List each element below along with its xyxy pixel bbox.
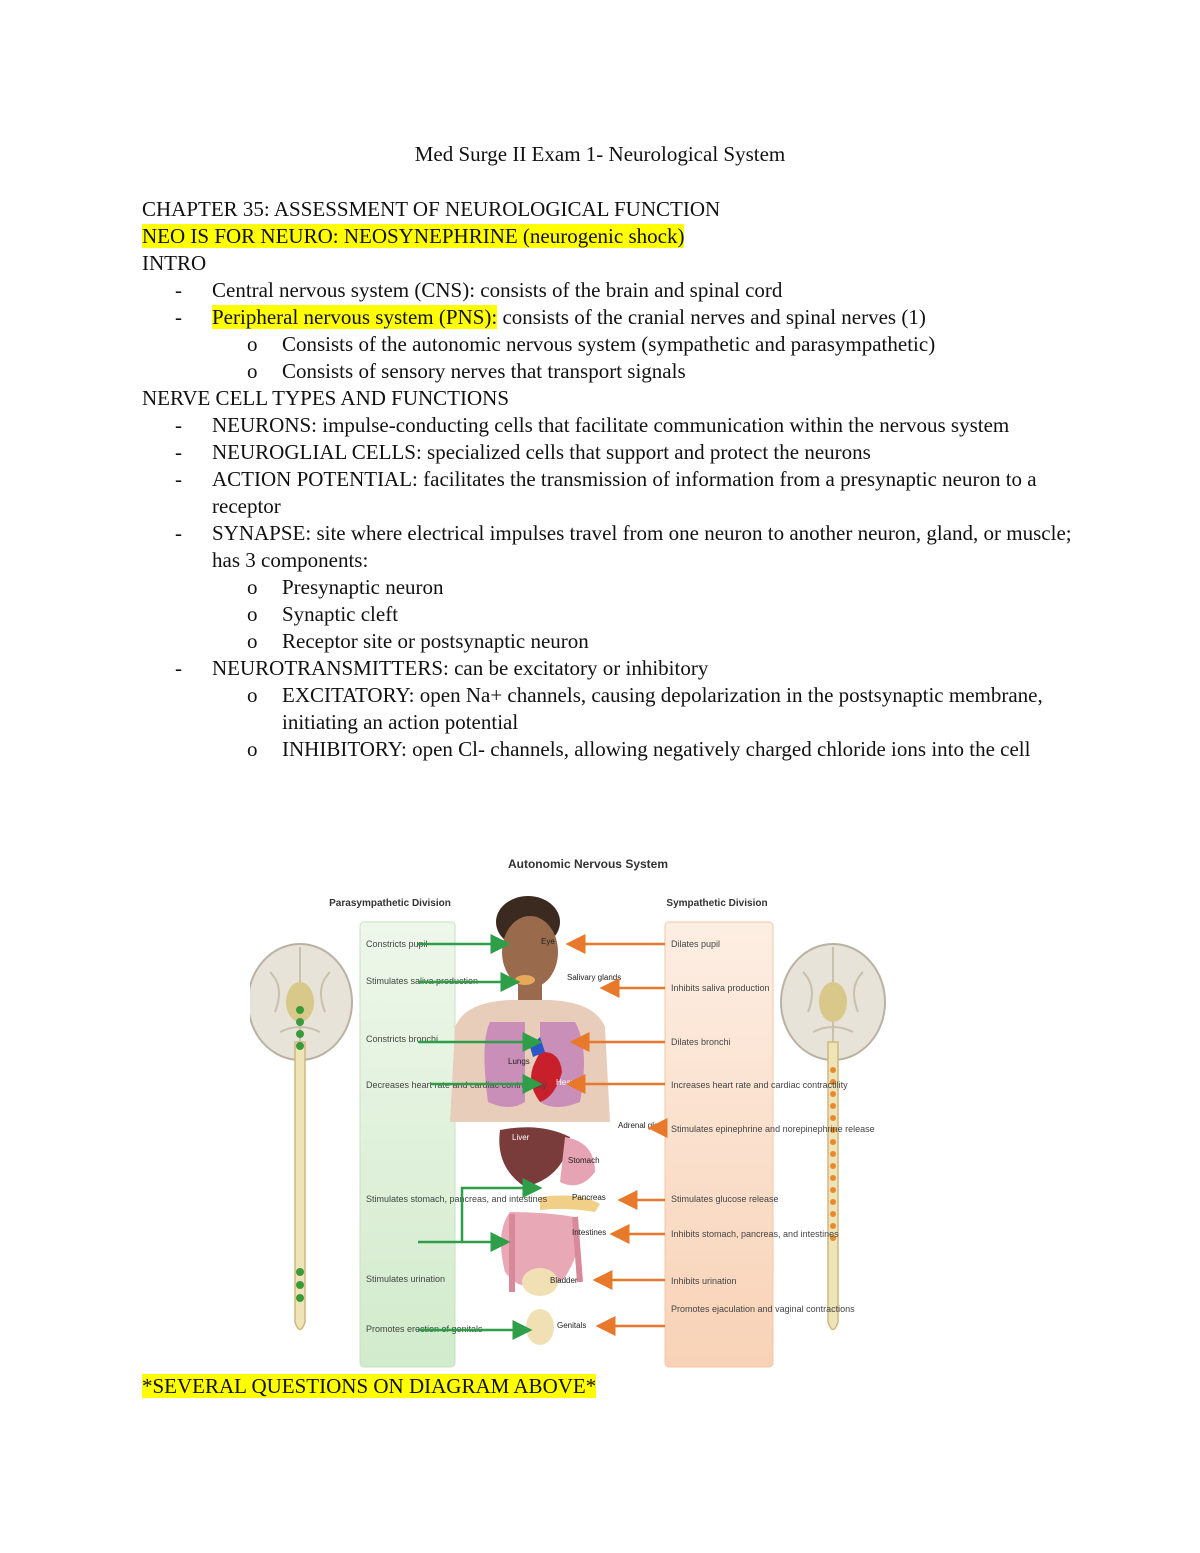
para-effect-genitals: Promotes erection of genitals	[366, 1324, 483, 1334]
item-text: SYNAPSE: site where electrical impulses travel from one neuron to another neuron, gland, or muscle; has 3 components:	[212, 521, 1072, 572]
symp-effect-genitals: Promotes ejaculation and vaginal contractions	[671, 1304, 855, 1314]
symp-effect-bronchi: Dilates bronchi	[671, 1037, 731, 1047]
organ-label-genitals: Genitals	[557, 1321, 587, 1330]
circle-bullet: o	[247, 332, 258, 356]
list-item-neurons	[142, 412, 1072, 439]
item-text: Receptor site or postsynaptic neuron	[282, 629, 589, 653]
diagram-note-highlight: *SEVERAL QUESTIONS ON DIAGRAM ABOVE*	[142, 1374, 597, 1398]
para-effect-heart: Decreases heart rate and cardiac contractility	[366, 1080, 547, 1090]
item-text: Presynaptic neuron	[282, 575, 444, 599]
pns-highlight: Peripheral nervous system (PNS):	[212, 305, 498, 329]
parasympathetic-panel	[360, 922, 455, 1367]
circle-bullet: o	[247, 737, 258, 761]
item-text: NEUROTRANSMITTERS: can be excitatory or inhibitory	[212, 656, 709, 680]
list-item-cns	[142, 277, 1072, 304]
item-text: NEURONS: impulse-conducting cells that facilitate communication within the nervous system	[212, 413, 1010, 437]
item-text: Consists of sensory nerves that transport signals	[282, 359, 686, 383]
dash-bullet: -	[175, 440, 182, 464]
item-text: consists of the cranial nerves and spinal nerves (1)	[497, 305, 926, 329]
brain-spinal-cord-left	[250, 944, 352, 1330]
dash-bullet: -	[175, 656, 182, 680]
organ-label-lungs: Lungs	[508, 1057, 530, 1066]
body-illustration	[450, 896, 610, 1345]
symp-effect-epinephrine: Stimulates epinephrine and norepinephrine release	[671, 1124, 875, 1134]
document-title: Med Surge II Exam 1- Neurological System	[414, 142, 786, 166]
organ-label-pancreas: Pancreas	[572, 1193, 606, 1202]
item-text: EXCITATORY: open Na+ channels, causing depolarization in the postsynaptic membrane, initiating an action potential	[282, 683, 1043, 734]
item-text: NEUROGLIAL CELLS: specialized cells that support and protect the neurons	[212, 440, 871, 464]
dash-bullet: -	[175, 278, 182, 302]
dash-bullet: -	[175, 521, 182, 545]
organ-label-salivary: Salivary glands	[567, 973, 622, 982]
symp-effect-pupil: Dilates pupil	[671, 939, 721, 949]
list-subitem	[142, 358, 1072, 385]
chapter-heading: CHAPTER 35: ASSESSMENT OF NEUROLOGICAL FUNCTION	[142, 197, 721, 221]
circle-bullet: o	[247, 683, 258, 707]
list-subitem	[142, 601, 1072, 628]
organ-label-stomach: Stomach	[568, 1156, 600, 1165]
list-subitem	[142, 574, 1072, 601]
parasympathetic-title: Parasympathetic Division	[329, 898, 451, 909]
para-effect-bronchi: Constricts bronchi	[366, 1034, 439, 1044]
circle-bullet: o	[247, 359, 258, 383]
document-body	[142, 196, 1072, 763]
dash-bullet: -	[175, 305, 182, 329]
organ-label-liver: Liver	[512, 1133, 530, 1142]
item-text: INHIBITORY: open Cl- channels, allowing negatively charged chloride ions into the cell	[282, 737, 1031, 761]
para-effect-digestion: Stimulates stomach, pancreas, and intestines	[366, 1194, 548, 1204]
circle-bullet: o	[247, 602, 258, 626]
list-item-neurotransmitters	[142, 655, 1072, 682]
dash-bullet: -	[175, 413, 182, 437]
mnemonic-line	[142, 223, 1072, 250]
list-item-neuroglial	[142, 439, 1072, 466]
circle-bullet: o	[247, 629, 258, 653]
figure-title: Autonomic Nervous System	[507, 857, 669, 871]
para-effect-saliva: Stimulates saliva production	[366, 976, 479, 986]
item-text: ACTION POTENTIAL: facilitates the transmission of information from a presynaptic neuron to a receptor	[212, 467, 1037, 518]
dash-bullet: -	[175, 467, 182, 491]
organ-label-intestines: Intestines	[572, 1228, 607, 1237]
symp-effect-heart: Increases heart rate and cardiac contractility	[671, 1080, 848, 1090]
organ-label-eye: Eye	[541, 937, 555, 946]
diagram-note	[142, 1374, 596, 1399]
para-effect-pupil: Constricts pupil	[366, 939, 428, 949]
symp-effect-urination: Inhibits urination	[671, 1276, 737, 1286]
para-effect-urination: Stimulates urination	[366, 1274, 446, 1284]
symp-effect-saliva: Inhibits saliva production	[671, 983, 770, 993]
list-subitem	[142, 682, 1072, 736]
circle-bullet: o	[247, 575, 258, 599]
item-text: Central nervous system (CNS): consists of the brain and spinal cord	[212, 278, 783, 302]
list-item-pns	[142, 304, 1072, 331]
list-subitem	[142, 331, 1072, 358]
organ-label-adrenal: Adrenal gland	[618, 1121, 668, 1130]
nerve-heading: NERVE CELL TYPES AND FUNCTIONS	[142, 386, 510, 410]
symp-effect-digestion: Inhibits stomach, pancreas, and intestines	[671, 1229, 839, 1239]
sympathetic-arrows	[568, 944, 668, 1326]
organ-label-bladder: Bladder	[550, 1276, 578, 1285]
list-item-action-potential	[142, 466, 1072, 520]
ans-diagram	[250, 852, 900, 1372]
symp-effect-glucose: Stimulates glucose release	[671, 1194, 779, 1204]
list-subitem	[142, 628, 1072, 655]
list-subitem	[142, 736, 1072, 763]
sympathetic-title: Sympathetic Division	[666, 898, 768, 909]
brain-spinal-cord-right	[781, 944, 885, 1330]
list-item-synapse	[142, 520, 1072, 574]
mnemonic-highlight: NEO IS FOR NEURO: NEOSYNEPHRINE (neurogenic shock)	[142, 224, 685, 248]
item-text: Consists of the autonomic nervous system (sympathetic and parasympathetic)	[282, 332, 936, 356]
organ-label-heart: Heart	[556, 1078, 576, 1087]
intro-heading: INTRO	[142, 251, 207, 275]
item-text: Synaptic cleft	[282, 602, 399, 626]
